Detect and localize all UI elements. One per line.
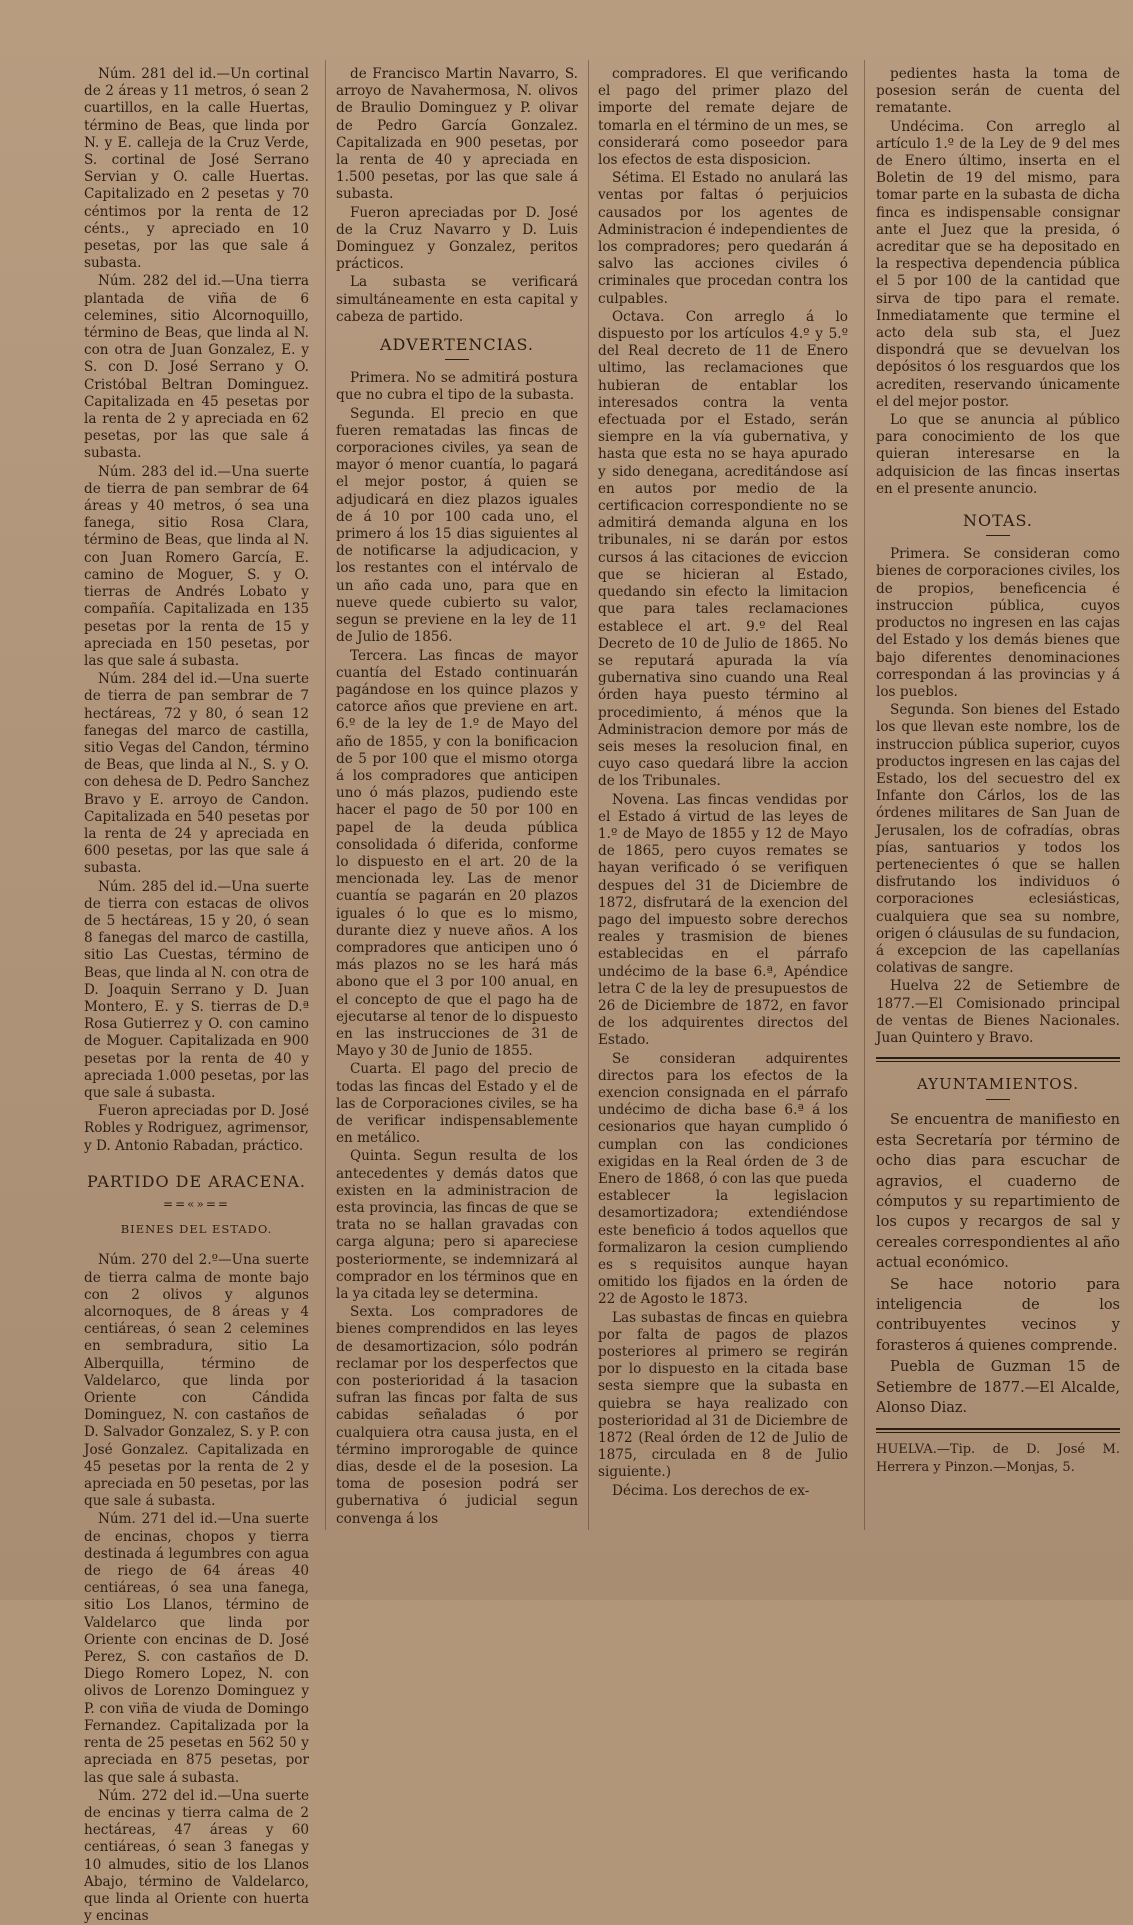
heading-rule xyxy=(986,535,1010,536)
paragraph: Octava. Con arreglo á lo dispuesto por los artículos 4.º y 5.º del Real decreto de 11 de Enero ultimo, las reclamaciones que hubieran de entablar los interesados contra la venta efectuada por el Estado, serán siempre en la vía gubernativa, y hasta que esta no se haya apurado y sido denegana, acreditándose así en autos por medio de la certificacion correspondiente no se admitirá demanda alguna en los tribunales, ni se darán por estos cursos á las citaciones de eviccion que se hicieran al Estado, quedando sin efecto la limitacion que para tales reclamaciones establece el art. 9.º del Real Decreto de 10 de Julio de 1865. No se reputará apurada la vía gubernativa sino cuando una Real órden haya puesto término al procedimiento, á ménos que la Administracion demore por más de seis meses la resolucion final, en cuyo caso quedará libre la accion de los Tribunales. xyxy=(598,308,848,790)
column-rule xyxy=(325,60,326,1530)
paragraph: Sétima. El Estado no anulará las ventas por faltas ó perjuicios causados por los agentes de Administracion é independientes de los compradores; pero quedarán á salvo las acciones civiles ó criminales que procedan contra los culpables. xyxy=(598,170,848,307)
paragraph: compradores. El que verificando el pago del primer plazo del importe del remate dejare de tomarla en el término de un mes, se considerará como poseedor para los efectos de esta disposicion. xyxy=(598,66,848,169)
paragraph: Fueron apreciadas por D. José de la Cruz Navarro y D. Luis Dominguez y Gonzalez, peritos prácticos. xyxy=(336,204,578,273)
ayuntamientos-notice xyxy=(876,1110,1120,1418)
paragraph: Núm. 283 del id.—Una suerte de tierra de pan sembrar de 64 áreas y 40 metros, ó sea una fanega, sitio Rosa Clara, término de Beas, que linda al N. con Juan Romero García, E. camino de Moguer, S. y O. tierras de Andrés Lobato y compañía. Capitalizada en 135 pesetas por la renta de 15 y apreciada en 150 pesetas, por las que sale á subasta. xyxy=(84,463,309,669)
paragraph: de Francisco Martin Navarro, S. arroyo de Navahermosa, N. olivos de Braulio Dominguez y P. olivar de Pedro García Gonzalez. Capitalizada en 900 pesetas, por la renta de 40 y apreciada en 1.500 pesetas, por las que sale á subasta. xyxy=(336,66,578,203)
paragraph: Huelva 22 de Setiembre de 1877.—El Comisionado principal de ventas de Bienes Nacionales. Juan Quintero y Bravo. xyxy=(876,978,1120,1046)
paragraph: Undécima. Con arreglo al artículo 1.º de la Ley de 9 del mes de Enero último, inserta en el Boletin de 19 del mismo, para tomar parte en la subasta de dicha finca es indispensable consignar ante el Juez que la presida, ó acreditar que se ha depositado en la respectiva dependencia pública el 5 por 100 de la cantidad que sirva de tipo para el remate. Inmediatamente que termine el acto dela sub sta, el Juez dispondrá que se devuelvan los depósitos ó los resguardos que los acrediten, reservando únicamente el del mejor postor. xyxy=(876,118,1120,410)
paragraph: Primera. Se consideran como bienes de corporaciones civiles, los de propios, beneficencia é instruccion pública, cuyos productos no ingresen en las cajas del Estado y los demás bienes que bajo diferentes denominaciones correspondan á las provincias y á los pueblos. xyxy=(876,546,1120,700)
paragraph: Núm. 270 del 2.º—Una suerte de tierra calma de monte bajo con 2 olivos y algunos alcornoques, de 8 áreas y 4 centiáreas, ó sean 2 celemines en sembradura, sitio La Alberquilla, término de Valdelarco, que linda por Oriente con Cándida Dominguez, N. con castaños de D. Salvador Gonzalez, S. y P. con José Gonzalez. Capitalizada en 45 pesetas por la renta de 2 y apreciada en 50 pesetas, por las que sale á subasta. xyxy=(84,1252,309,1510)
paragraph: Núm. 281 del id.—Un cortinal de 2 áreas y 11 metros, ó sean 2 cuartillos, en la calle Huertas, término de Beas, que linda por N. y E. calleja de la Cruz Verde, S. cortinal de José Serrano Servian y O. calle Huertas. Capitalizado en 2 pesetas y 70 céntimos por la renta de 12 cénts., y apreciado en 10 pesetas, por las que sale á subasta. xyxy=(84,66,309,272)
paragraph: Se consideran adquirentes directos para los efectos de la exencion consignada en el párrafo undécimo de dicha base 6.ª á los cesionarios que hayan cumplido ó cumplan con las condiciones exigidas en la Real órden de 3 de Enero de 1868, ó con las que pueda establecer la legislacion desamortizadora; extendiéndose este beneficio á todos aquellos que formalizaron la cesion cumpliendo es s requisitos aunque hayan omitido los fijados en la órden de 22 de Agosto le 1873. xyxy=(598,1050,848,1308)
section-heading: NOTAS. xyxy=(963,511,1033,531)
paragraph: Núm. 285 del id.—Una suerte de tierra con estacas de olivos de 5 hectáreas, 15 y 20, ó sean 8 fanegas del marco de castilla, sitio Las Cuestas, término de Beas, que linda al N. con otra de D. Joaquin Serrano y D. Juan Montero, E. y S. tierras de D.ª Rosa Gutierrez y O. con camino de Moguer. Capitalizada en 900 pesetas por la renta de 40 y apreciada 1.000 pesetas, por las que sale á subasta. xyxy=(84,878,309,1101)
paragraph: Cuarta. El pago del precio de todas las fincas del Estado y el de las de Corporaciones civiles, se ha de verificar indispensablemente en metálico. xyxy=(336,1061,578,1147)
paragraph: Segunda. El precio en que fueren rematadas las fincas de corporaciones civiles, ya sean de mayor ó menor cuantía, lo pagará el mejor postor, á quien se adjudicará en diez plazos iguales de á 10 por 100 cada uno, el primero á los 15 dias siguientes al de notificarse la adjudicacion, y los restantes con el intérvalo de un año cada uno, para que en nueve quede cubierto su valor, segun se previene en la ley de 11 de Julio de 1856. xyxy=(336,405,578,646)
column-1 xyxy=(84,66,309,1925)
column-rule xyxy=(588,60,589,1530)
section-heading: PARTIDO DE ARACENA. xyxy=(87,1171,306,1191)
paragraph: Décima. Los derechos de ex- xyxy=(612,1482,810,1499)
column-3 xyxy=(598,66,848,1500)
section-heading: ADVERTENCIAS. xyxy=(379,335,535,355)
paragraph: Tercera. Las fincas de mayor cuantía del Estado continuarán pagándose en los quince plazos y catorce años que previene en art. 6.º de la ley de 1.º de Mayo del año de 1855, y con la bonificacion de 5 por 100 que el mismo otorga á los compradores que anticipen uno ó más plazos, pudiendo este hacer el pago de 50 por 100 en papel de la deuda pública consolidada ó diferida, conforme lo dispuesto en el art. 20 de la mencionada ley. Las de menor cuantía se pagarán en 20 plazos iguales ó lo que es lo mismo, durante diez y nueve años. A los compradores que anticipen uno ó más plazos no se les hará más abono que el 3 por 100 anual, en el concepto de que el pago ha de ejecutarse al tenor de lo dispuesto en las instrucciones de 31 de Mayo y 30 de Junio de 1855. xyxy=(336,647,578,1060)
paragraph: Las subastas de fincas en quiebra por falta de pagos de plazos posteriores al primero se regirán por lo dispuesto en la citada base sesta siempre que la subasta en quiebra se haya realizado con posterioridad al 31 de Diciembre de 1872 (Real órden de 12 de Julio de 1875, circulada en 8 de Julio siguiente.) xyxy=(598,1309,848,1481)
paragraph: Núm. 272 del id.—Una suerte de encinas y tierra calma de 2 hectáreas, 47 áreas y 60 centiáreas, ó sean 3 fanegas y 10 almudes, sitio de los Llanos Abajo, término de Valdelarco, que linda al Oriente con huerta y encinas xyxy=(84,1787,309,1925)
column-4 xyxy=(876,66,1120,1476)
paragraph: Quinta. Segun resulta de los antecedentes y demás datos que existen en la administracion de esta provincia, las fincas de que se trata no se hallan gravadas con carga alguna; pero si apareciese posteriormente, se indemnizará al comprador en los términos que en la ya citada ley se determina. xyxy=(336,1148,578,1303)
section-heading: AYUNTAMIENTOS. xyxy=(916,1075,1080,1094)
paragraph: La subasta se verificará simultáneamente en esta capital y cabeza de partido. xyxy=(336,274,578,325)
section-divider xyxy=(876,1428,1120,1433)
paragraph: Segunda. Son bienes del Estado los que llevan este nombre, los de instruccion pública superior, cuyos productos ingresen en las cajas del Estado, los del secuestro del ex Infante don Cárlos, los de las órdenes militares de San Juan de Jerusalen, los de cofradías, obras pías, santuarios y todos los pertenecientes ó que se hallen disfrutando los individuos ó corporaciones eclesiásticas, cualquiera que sea su nombre, origen ó cláusulas de su fundacion, á excepcion de las capellanías colativas de sangre. xyxy=(876,702,1120,977)
paragraph: Puebla de Guzman 15 de Setiembre de 1877.—El Alcalde, Alonso Diaz. xyxy=(876,1359,1120,1417)
paragraph: Novena. Las fincas vendidas por el Estado á virtud de las leyes de 1.º de Mayo de 1855 y 12 de Mayo de 1865, pero cuyos remates se hayan verificado ó se verifiquen despues del 31 de Diciembre de 1872, disfrutará de la exencion del pago del impuesto sobre derechos reales y trasmision de bienes establecidas en el párrafo undécimo de la base 6.ª, Apéndice letra C de la ley de presupuestos de 26 de Diciembre de 1872, en favor de los adquirentes directos del Estado. xyxy=(598,791,848,1049)
column-rule xyxy=(864,60,865,1530)
paragraph: Núm. 282 del id.—Una tierra plantada de viña de 6 celemines, sitio Alcornoquillo, término de Beas, que linda al N. con otra de Juan Gonzalez, E. y S. con D. José Serrano y O. Cristóbal Beltran Dominguez. Capitalizada en 45 pesetas por la renta de 2 y apreciada en 62 pesetas, por las que sale á subasta. xyxy=(84,273,309,462)
paragraph: Se encuentra de manifiesto en esta Secretaría por término de ocho dias para escuchar de agravios, el cuaderno de cómputos y su repartimiento de los cupos y recargos de sal y cereales correspondientes al año actual económico. xyxy=(876,1112,1120,1272)
section-subheading: BIENES DEL ESTADO. xyxy=(120,1222,273,1237)
paragraph: pedientes hasta la toma de posesion serán de cuenta del rematante. xyxy=(876,66,1120,117)
column-2 xyxy=(336,66,578,1528)
section-divider xyxy=(876,1057,1120,1062)
paragraph: Sexta. Los compradores de bienes comprendidos en las leyes de desamortizacion, sólo podrán reclamar por los desperfectos que con posterioridad á la tasacion sufran las fincas por falta de sus cabidas señaladas ó por cualquiera otra causa justa, en el término improrogable de quince dias, desde el de la posesion. La toma de posesion podrá ser gubernativa ó judicial segun convenga á los xyxy=(336,1304,578,1527)
separator: ==«»== xyxy=(163,1197,230,1211)
printer-imprint: HUELVA.—Tip. de D. José M. Herrera y Pinzon.—Monjas, 5. xyxy=(876,1442,1120,1475)
paragraph: Primera. No se admitirá postura que no cubra el tipo de la subasta. xyxy=(336,370,578,404)
paragraph: Se hace notorio para inteligencia de los contribuyentes vecinos y forasteros á quienes comprende. xyxy=(876,1276,1120,1354)
paragraph: Lo que se anuncia al público para conocimiento de los que quieran interesarse en la adquisicion de las fincas insertas en el presente anuncio. xyxy=(876,412,1120,497)
paragraph: Fueron apreciadas por D. José Robles y Rodriguez, agrimensor, y D. Antonio Rabadan, práctico. xyxy=(84,1103,309,1154)
paragraph: Núm. 271 del id.—Una suerte de encinas, chopos y tierra destinada á legumbres con agua de riego de 64 áreas 40 centiáreas, ó sea una fanega, sitio Los Llanos, término de Valdelarco que linda por Oriente con encinas de D. José Perez, S. con castaños de D. Diego Romero Lopez, N. con olivos de Lorenzo Dominguez y P. con viña de viuda de Domingo Fernandez. Capitalizada por la renta de 25 pesetas en 562 50 y apreciada en 875 pesetas, por las que sale á subasta. xyxy=(84,1511,309,1786)
heading-rule xyxy=(445,359,469,360)
heading-rule xyxy=(986,1099,1010,1100)
paragraph: Núm. 284 del id.—Una suerte de tierra de pan sembrar de 7 hectáreas, 72 y 80, ó sean 12 fanegas del marco de castilla, sitio Vegas del Candon, término de Beas, que linda al N., S. y O. con dehesa de D. Pedro Sanchez Bravo y E. arroyo de Candon. Capitalizada en 540 pesetas por la renta de 24 y apreciada en 600 pesetas, por las que sale á subasta. xyxy=(84,671,309,877)
